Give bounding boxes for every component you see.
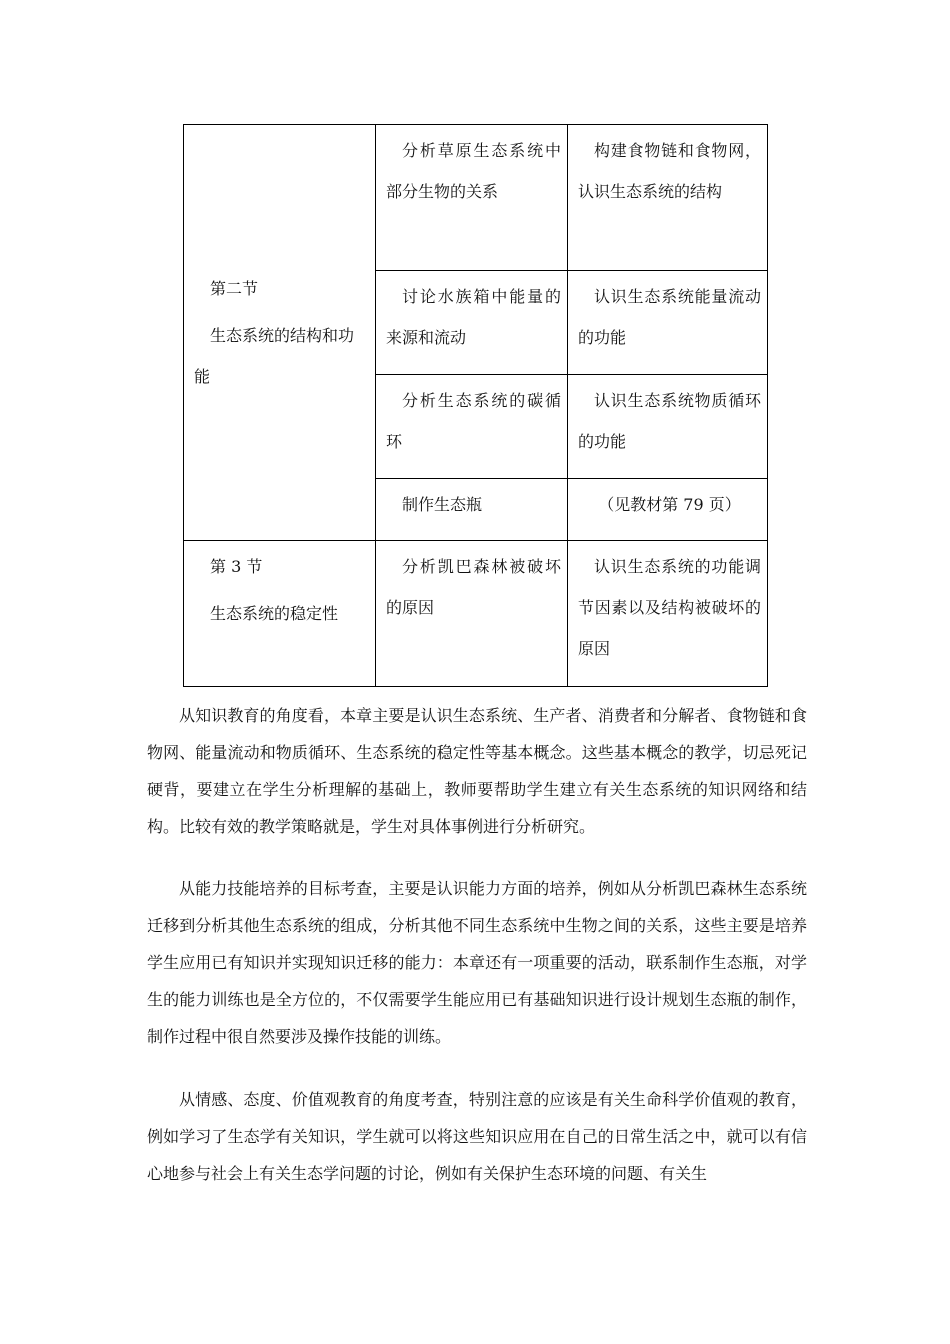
activity-text: 分析生态系统的碳循环 xyxy=(386,391,561,451)
paragraph-values: 从情感、态度、价值观教育的角度考查，特别注意的应该是有关生命科学价值观的教育，例如学习了生态学有关知识，学生就可以将这些知识应用在自己的日常生活之中，就可以有信心地参与社会上有关生态学问题的讨论，例如有关保护生态环境的问题、有关生 xyxy=(147,1090,807,1183)
goal-cell xyxy=(568,479,768,541)
goal-text: 构建食物链和食物网，认识生态系统的结构 xyxy=(578,141,761,201)
section3-cell xyxy=(184,541,376,687)
paragraph-ability: 从能力技能培养的目标考查，主要是认识能力方面的培养，例如从分析凯巴森林生态系统迁移到分析其他生态系统的组成，分析其他不同生态系统中生物之间的关系，这些主要是培养学生应用已有知识并实现知识迁移的能力：本章还有一项重要的活动，联系制作生态瓶，对学生的能力训练也是全方位的，不仅需要学生能应用已有基础知识进行设计规划生态瓶的制作，制作过程中很自然要涉及操作技能的训练。 xyxy=(147,879,807,1046)
goal-cell xyxy=(568,271,768,375)
section3-number: 第 3 节 xyxy=(210,557,263,576)
goal-text: 认识生态系统物质循环的功能 xyxy=(578,391,761,451)
activity-text: 分析凯巴森林被破坏的原因 xyxy=(386,557,561,617)
activity-cell xyxy=(376,375,568,479)
section3-title: 生态系统的稳定性 xyxy=(210,604,339,623)
activity-text: 分析草原生态系统中部分生物的关系 xyxy=(386,141,561,201)
paragraph-knowledge: 从知识教育的角度看，本章主要是认识生态系统、生产者、消费者和分解者、食物链和食物网、能量流动和物质循环、生态系统的稳定性等基本概念。这些基本概念的教学，切忌死记硬背，要建立在学生分析理解的基础上，教师要帮助学生建立有关生态系统的知识网络和结构。比较有效的教学策略就是，学生对具体事例进行分析研究。 xyxy=(147,706,807,836)
goal-cell xyxy=(568,125,768,271)
activity-text: 讨论水族箱中能量的来源和流动 xyxy=(386,287,561,347)
activity-cell xyxy=(376,541,568,687)
section2-title: 生态系统的结构和功能 xyxy=(194,326,355,386)
lesson-table xyxy=(183,124,768,687)
goal-cell xyxy=(568,541,768,687)
goal-text: （见教材第 79 页） xyxy=(598,495,741,514)
goal-text: 认识生态系统能量流动的功能 xyxy=(578,287,761,347)
goal-text: 认识生态系统的功能调节因素以及结构被破坏的原因 xyxy=(578,557,761,658)
activity-cell xyxy=(376,271,568,375)
section2-cell xyxy=(184,125,376,541)
section2-number: 第二节 xyxy=(210,279,259,298)
activity-cell xyxy=(376,479,568,541)
activity-cell xyxy=(376,125,568,271)
activity-text: 制作生态瓶 xyxy=(402,495,483,514)
goal-cell xyxy=(568,375,768,479)
